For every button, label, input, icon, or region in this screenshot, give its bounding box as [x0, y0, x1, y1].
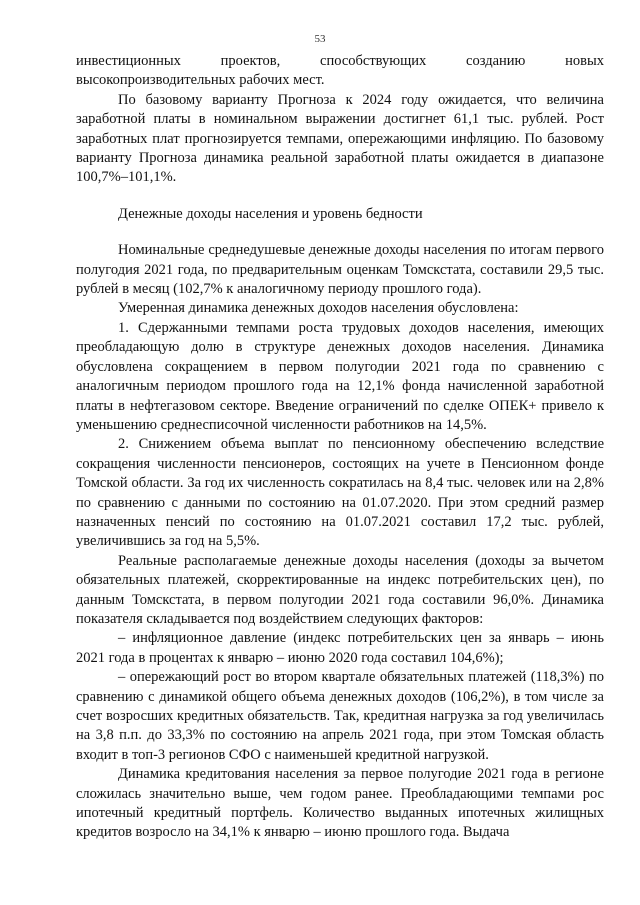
- document-body: [76, 52, 604, 843]
- section-heading: Денежные доходы населения и уровень бедности: [118, 205, 423, 222]
- list-item-inflation: – инфляционное давление (индекс потребительских цен за январь – июнь 2021 года в процентах к январю – июню 2020 года составил 104,6%);: [76, 630, 604, 666]
- paragraph-labor-income: 1. Сдержанными темпами роста трудовых доходов населения, имеющих преобладающую долю в структуре денежных доходов населения. Динамика обусловлена сокращением в первом полугодии 2021 года по сравнению с аналогичным периодом прошлого года на 12,1% фонда начисленной заработной платы в нефтегазовом секторе. Введение ограничений по сделке ОПЕК+ привело к уменьшению среднесписочной численности работников на 14,5%.: [76, 319, 604, 433]
- list-item-mandatory-payments: – опережающий рост во втором квартале обязательных платежей (118,3%) по сравнению с динамикой общего объема денежных доходов (106,2%), в том числе за счет возросших кредитных обязательств. Так, кредитная нагрузка за год увеличилась на 3,8 п.п. до 33,3% по состоянию на апрель 2021 года, при этом Томская область входит в топ-3 регионов СФО с наименьшей кредитной нагрузкой.: [76, 669, 604, 763]
- section-spacer: [76, 188, 604, 205]
- paragraph-continuation: инвестиционных проектов, способствующих созданию новых высокопроизводительных рабочих мест.: [76, 53, 604, 89]
- paragraph-income-dynamics-intro: Умеренная динамика денежных доходов населения обусловлена:: [118, 300, 519, 317]
- paragraph-credit-dynamics: Динамика кредитования населения за первое полугодие 2021 года в регионе сложилась значительно выше, чем годом ранее. Преобладающими темпами рос ипотечный кредитный портфель. Количество выданных ипотечных жилищных кредитов возросло на 34,1% к январю – июню прошлого года. Выдача: [76, 766, 604, 841]
- paragraph-salary-forecast: По базовому варианту Прогноза к 2024 году ожидается, что величина заработной платы в номинальном выражении достигнет 61,1 тыс. рублей. Рост заработных плат прогнозируется темпами, опережающими инфляцию. По базовому варианту Прогноза динамика реальной заработной платы ожидается в диапазоне 100,7%–101,1%.: [76, 91, 604, 186]
- page-number: 53: [314, 33, 326, 45]
- paragraph-nominal-income: Номинальные среднедушевые денежные доходы населения по итогам первого полугодия 2021 года, по предварительным оценкам Томскстата, составили 29,5 тыс. рублей в месяц (102,7% к аналогичному периоду прошлого года).: [76, 242, 604, 298]
- paragraph-real-income: Реальные располагаемые денежные доходы населения (доходы за вычетом обязательных платежей, скорректированные на индекс потребительских цен), по данным Томскстата, в первом полугодии 2021 года составили 96,0%. Динамика показателя складывается под воздействием следующих факторов:: [76, 552, 604, 627]
- paragraph-pensions: 2. Снижением объема выплат по пенсионному обеспечению вследствие сокращения численности пенсионеров, состоящих на учете в Пенсионном фонде Томской области. За год их численность сократилась на 8,4 тыс. человек или на 2,8% по сравнению с данными по состоянию на 01.07.2020. При этом средний размер назначенных пенсий по состоянию на 01.07.2021 составил 17,2 тыс. рублей, увеличившись за год на 5,5%.: [76, 436, 604, 550]
- section-spacer: [76, 224, 604, 241]
